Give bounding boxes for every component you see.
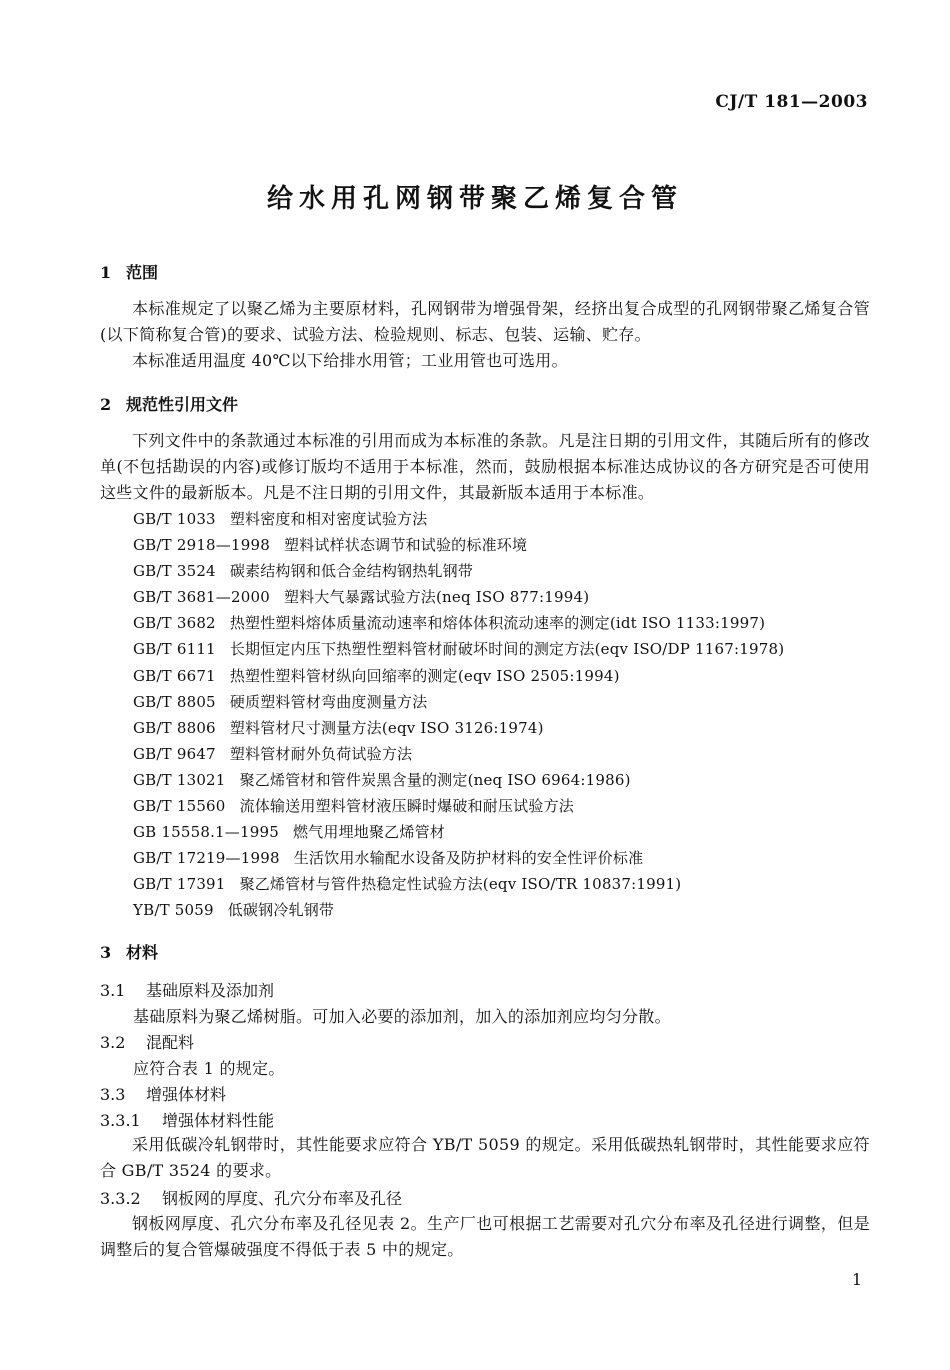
subsection-title: 基础原料及添加剂 <box>146 981 275 1000</box>
reference-code: GB/T 13021 <box>133 770 226 789</box>
reference-title: 塑料密度和相对密度试验方法 <box>229 510 428 528</box>
reference-title: 塑料试样状态调节和试验的标准环境 <box>283 536 528 555</box>
reference-title: 塑料大气暴露试验方法(neq ISO 877:1994) <box>283 588 590 607</box>
reference-code: GB/T 2918—1998 <box>133 536 270 555</box>
reference-title: 生活饮用水输配水设备及防护材料的安全性评价标准 <box>293 849 644 868</box>
reference-code: GB/T 17219—1998 <box>133 849 280 868</box>
reference-code: GB/T 9647 <box>133 744 216 763</box>
reference-item <box>133 558 784 584</box>
reference-title: 流体输送用塑料管材液压瞬时爆破和耐压试验方法 <box>239 797 574 816</box>
reference-item <box>133 663 784 689</box>
document-title: 给水用孔网钢带聚乙烯复合管 <box>266 184 683 214</box>
subsection-3-3-2-text: 钢板网厚度、孔穴分布率及孔径见表 2。生产厂也可根据工艺需要对孔穴分布率及孔径进行调整，但是调整后的复合管爆破强度不得低于表 5 中的规定。 <box>100 1214 870 1259</box>
reference-code: GB/T 3681—2000 <box>133 588 270 607</box>
reference-code: GB/T 15560 <box>133 797 226 816</box>
subsection-title: 增强体材料 <box>146 1085 227 1104</box>
section-title: 规范性引用文件 <box>126 395 239 414</box>
page-number: 1 <box>851 1270 862 1289</box>
subsection-number: 3.3 <box>100 1085 126 1104</box>
section-2-heading <box>100 392 238 415</box>
subsection-number: 3.1 <box>100 981 126 1000</box>
subsection-title: 混配料 <box>146 1033 195 1052</box>
reference-item <box>133 689 784 715</box>
subsection-title: 钢板网的厚度、孔穴分布率及孔径 <box>162 1189 403 1208</box>
reference-item <box>133 584 784 610</box>
subsection-3-3-2-heading <box>100 1186 402 1209</box>
reference-title: 热塑性塑料熔体质量流动速率和熔体体积流动速率的测定(idt ISO 1133:1997) <box>229 614 766 633</box>
reference-item <box>133 845 784 871</box>
reference-item <box>133 793 784 819</box>
reference-title: 聚乙烯管材与管件热稳定性试验方法(eqv ISO/TR 10837:1991) <box>239 875 682 894</box>
section-title: 范围 <box>126 263 159 282</box>
subsection-3-3-1-text: 采用低碳冷轧钢带时，其性能要求应符合 YB/T 5059 的规定。采用低碳热轧钢带时，其性能要求应符合 GB/T 3524 的要求。 <box>100 1135 870 1180</box>
section-1-paragraph-2: 本标准适用温度 40℃以下给排水用管；工业用管也可选用。 <box>132 351 568 370</box>
reference-code: GB/T 3682 <box>133 614 216 633</box>
normative-references-list <box>133 506 784 924</box>
subsection-3-3-heading <box>100 1082 226 1105</box>
reference-title: 燃气用埋地聚乙烯管材 <box>292 823 445 842</box>
section-title: 材料 <box>126 943 159 962</box>
reference-item <box>133 610 784 636</box>
subsection-3-3-1-heading <box>100 1108 274 1131</box>
reference-title: 塑料管材耐外负荷试验方法 <box>229 744 413 763</box>
reference-code: GB/T 8805 <box>133 692 216 711</box>
section-1-heading <box>100 260 158 283</box>
reference-item <box>133 636 784 662</box>
reference-code: GB/T 17391 <box>133 875 226 894</box>
reference-item <box>133 532 784 558</box>
reference-item <box>133 715 784 741</box>
reference-title: 低碳钢冷轧钢带 <box>227 901 335 920</box>
subsection-3-1-text: 基础原料为聚乙烯树脂。可加入必要的添加剂，加入的添加剂应均匀分散。 <box>133 1007 671 1026</box>
reference-code: GB/T 8806 <box>133 718 216 737</box>
reference-item <box>133 741 784 767</box>
reference-code: YB/T 5059 <box>133 901 214 920</box>
section-2-paragraph: 下列文件中的条款通过本标准的引用而成为本标准的条款。凡是注日期的引用文件，其随后所有的修改单(不包括勘误的内容)或修订版均不适用于本标准，然而，鼓励根据本标准达成协议的各方研究是否可使用这些文件的最新版本。凡是不注日期的引用文件，其最新版本适用于本标准。 <box>100 431 870 502</box>
reference-item <box>133 819 784 845</box>
reference-code: GB/T 6671 <box>133 666 216 685</box>
reference-item <box>133 506 784 532</box>
standard-code: CJ/T 181—2003 <box>715 92 868 112</box>
reference-title: 硬质塑料管材弯曲度测量方法 <box>229 692 428 711</box>
section-number: 3 <box>100 943 112 962</box>
subsection-number: 3.3.2 <box>100 1189 141 1208</box>
reference-code: GB/T 1033 <box>133 510 216 528</box>
section-1-paragraph-1: 本标准规定了以聚乙烯为主要原材料，孔网钢带为增强骨架，经挤出复合成型的孔网钢带聚乙烯复合管(以下简称复合管)的要求、试验方法、检验规则、标志、包装、运输、贮存。 <box>100 299 870 344</box>
reference-item <box>133 871 784 897</box>
subsection-3-2-heading <box>100 1030 194 1053</box>
reference-title: 热塑性塑料管材纵向回缩率的测定(eqv ISO 2505:1994) <box>229 666 620 685</box>
reference-code: GB/T 3524 <box>133 562 216 581</box>
subsection-number: 3.3.1 <box>100 1111 141 1130</box>
reference-code: GB/T 6111 <box>133 640 216 659</box>
reference-title: 长期恒定内压下热塑性塑料管材耐破坏时间的测定方法(eqv ISO/DP 1167:1978) <box>229 640 785 659</box>
section-3-heading <box>100 940 158 963</box>
reference-item <box>133 767 784 793</box>
reference-title: 塑料管材尺寸测量方法(eqv ISO 3126:1974) <box>229 718 544 737</box>
subsection-title: 增强体材料性能 <box>162 1111 275 1130</box>
reference-item <box>133 897 784 923</box>
reference-code: GB 15558.1—1995 <box>133 823 279 842</box>
subsection-3-1-heading <box>100 978 274 1001</box>
reference-title: 聚乙烯管材和管件炭黑含量的测定(neq ISO 6964:1986) <box>239 770 631 789</box>
reference-title: 碳素结构钢和低合金结构钢热轧钢带 <box>229 562 474 581</box>
subsection-number: 3.2 <box>100 1033 126 1052</box>
section-number: 1 <box>100 263 112 282</box>
subsection-3-2-text: 应符合表 1 的规定。 <box>133 1059 285 1078</box>
section-number: 2 <box>100 395 112 414</box>
